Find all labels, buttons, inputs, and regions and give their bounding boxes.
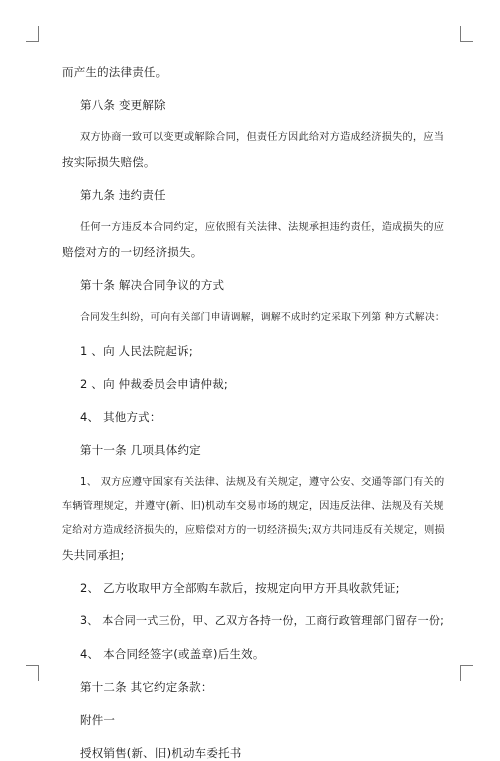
crop-mark-top-right	[460, 26, 473, 42]
text-line: 合同发生纠纷，可向有关部门申请调解，调解不成时约定采取下列第 种方式解决：	[80, 312, 445, 323]
list-item: 2 、向 仲裁委员会申请仲裁;	[80, 377, 229, 391]
list-item: 3、 本合同一式三份，甲、乙双方各持一份，工商行政管理部门留存一份;	[80, 614, 445, 627]
text-line: 车辆管理规定，并遵守(新、旧)机动车交易市场的规定，因违反法律、法规及有关规	[62, 501, 444, 512]
attachment-heading: 附件一	[80, 713, 116, 727]
crop-mark-bottom-left	[26, 665, 39, 681]
section-heading: 第十一条 几项具体约定	[80, 443, 201, 457]
section-heading: 第十二条 其它约定条款：	[80, 680, 213, 694]
list-item: 1 、向 人民法院起诉;	[80, 344, 193, 358]
text-line: 任何一方违反本合同约定，应依照有关法律、法规承担违约责任，造成损失的应	[80, 222, 445, 233]
section-heading: 第十条 解决合同争议的方式	[80, 278, 225, 292]
crop-mark-bottom-right	[460, 665, 473, 681]
list-item: 4、 其他方式：	[80, 410, 162, 424]
list-item: 1、 双方应遵守国家有关法律、法规及有关规定，遵守公安、交通等部门有关的	[80, 477, 445, 488]
list-item: 2、 乙方收取甲方全部购车款后，按规定向甲方开具收款凭证;	[80, 581, 400, 595]
text-line: 双方协商一致可以变更或解除合同，但责任方因此给对方造成经济损失的，应当	[80, 132, 445, 143]
text-line: 赔偿对方的一切经济损失。	[62, 245, 203, 259]
text-line: 失共同承担;	[62, 548, 125, 562]
text-line: 而产生的法律责任。	[62, 65, 168, 79]
list-item: 4、 本合同经签字(或盖章)后生效。	[80, 647, 265, 661]
crop-mark-top-left	[26, 26, 39, 42]
text-line: 按实际损失赔偿。	[62, 155, 156, 169]
section-heading: 第九条 违约责任	[80, 188, 166, 202]
text-line: 定给对方造成经济损失的，应赔偿对方的一切经济损失;双方共同违反有关规定，则损	[62, 525, 445, 536]
section-heading: 第八条 变更解除	[80, 98, 166, 112]
attachment-title: 授权销售(新、旧)机动车委托书	[80, 746, 242, 760]
